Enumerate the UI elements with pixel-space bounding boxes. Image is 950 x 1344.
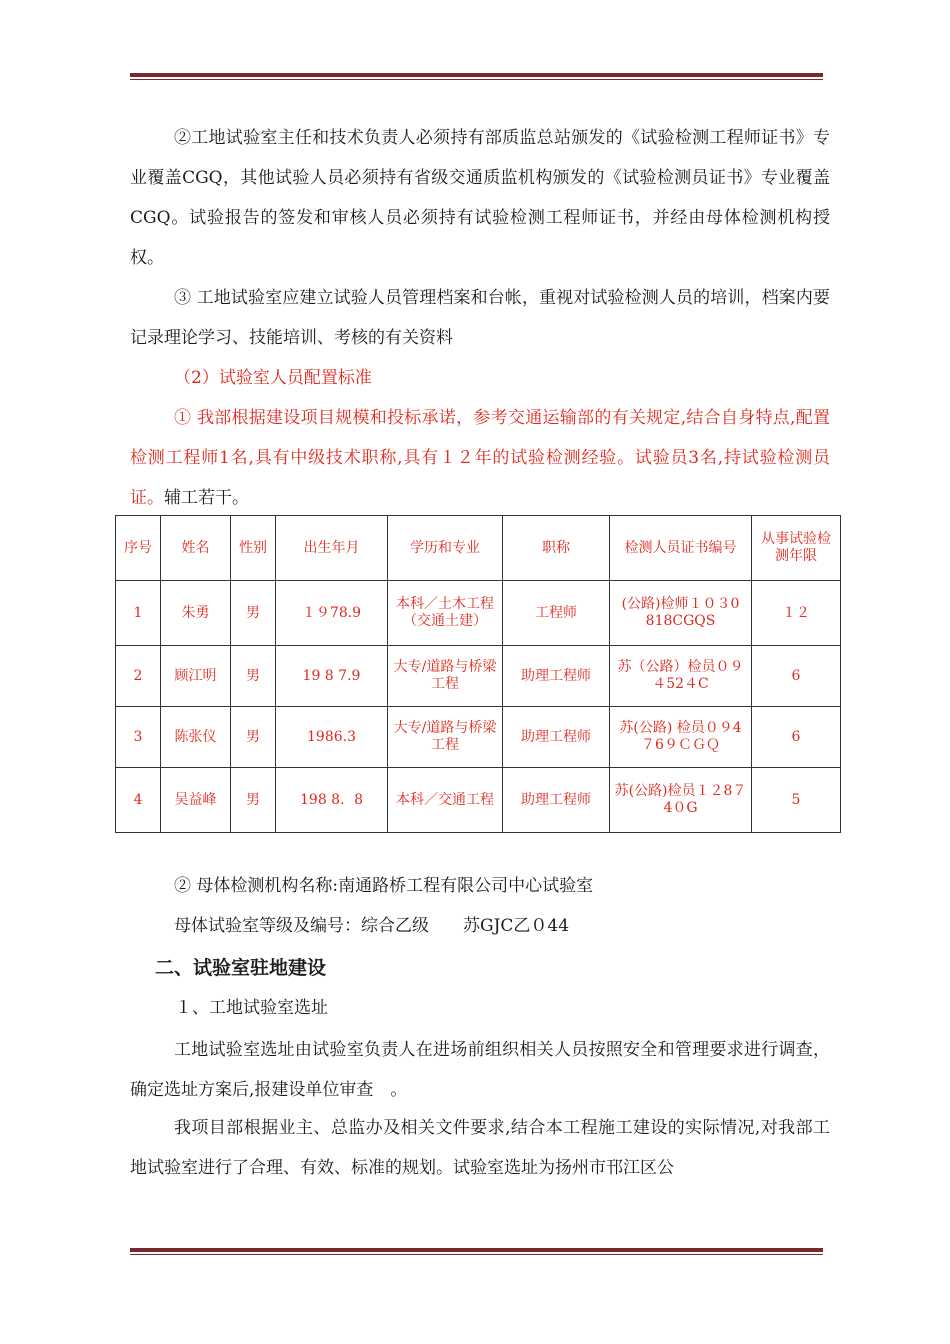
header-cell: 姓名 [161, 516, 231, 581]
header-cell: 检测人员证书编号 [610, 516, 752, 581]
table-cell: 助理工程师 [503, 707, 610, 768]
staffing-text-tail: 辅工若干。 [164, 488, 249, 508]
footer-rule [130, 1248, 823, 1255]
table-cell: 大专/道路与桥梁工程 [388, 646, 503, 707]
paragraph-staffing [130, 398, 830, 518]
table-row [116, 646, 841, 707]
table-cell: 本科／土木工程（交通土建） [388, 581, 503, 646]
header-cell: 职称 [503, 516, 610, 581]
table-cell: １９78.9 [276, 581, 388, 646]
table-cell: 工程师 [503, 581, 610, 646]
table-cell: 2 [116, 646, 161, 707]
paragraph-lab-grade: 母体试验室等级及编号：综合乙级 苏GJC乙０44 [174, 916, 570, 936]
paragraph-parent-institution: ② 母体检测机构名称:南通路桥工程有限公司中心试验室 [174, 876, 594, 896]
table-cell: 本科／交通工程 [388, 768, 503, 833]
table-cell: 6 [752, 646, 841, 707]
table-cell: 苏(公路) 检员０９4７6９ＣＧＱ [610, 707, 752, 768]
paragraph-certification: ②工地试验室主任和技术负责人必须持有部质监总站颁发的《试验检测工程师证书》专业覆盖CGQ，其他试验人员必须持有省级交通质监机构颁发的《试验检测员证书》专业覆盖CGQ。试验报告的签发和审核人员必须持有试验检测工程师证书，并经由母体检测机构授权。 [130, 128, 830, 268]
table-row [116, 707, 841, 768]
header-cell: 学历和专业 [388, 516, 503, 581]
table-row [116, 581, 841, 646]
table-cell: 陈张仪 [161, 707, 231, 768]
table-cell: 男 [231, 646, 276, 707]
paragraph-site-planning: 我项目部根据业主、总监办及相关文件要求,结合本工程施工建设的实际情况,对我部工地试验室进行了合理、有效、标准的规划。试验室选址为扬州市邗江区公 [130, 1118, 830, 1178]
table-cell: 大专/道路与桥梁工程 [388, 707, 503, 768]
table-cell: 5 [752, 768, 841, 833]
subsection-heading: １、工地试验室选址 [175, 998, 328, 1018]
table-cell: 朱勇 [161, 581, 231, 646]
paragraph-site-selection: 工地试验室选址由试验室负责人在进场前组织相关人员按照安全和管理要求进行调查，确定选址方案后,报建设单位审查 。 [130, 1040, 830, 1100]
table-cell: 男 [231, 768, 276, 833]
section-heading: 二、试验室驻地建设 [155, 957, 327, 979]
table-cell: 3 [116, 707, 161, 768]
table-cell: 男 [231, 707, 276, 768]
table-cell: 198 8．8 [276, 768, 388, 833]
table-cell: 男 [231, 581, 276, 646]
table-cell: 1 [116, 581, 161, 646]
header-cell: 序号 [116, 516, 161, 581]
table-cell: １２ [752, 581, 841, 646]
table-cell: 19 8 7.9 [276, 646, 388, 707]
header-cell: 从事试验检测年限 [752, 516, 841, 581]
table-cell: 苏(公路)检员１２8７4０G [610, 768, 752, 833]
table-cell: 助理工程师 [503, 646, 610, 707]
table-cell: 吴益峰 [161, 768, 231, 833]
table-header-row [116, 516, 841, 581]
table-cell: (公路)检师１０３0 818CGQS [610, 581, 752, 646]
table-cell: 1986.3 [276, 707, 388, 768]
header-rule [130, 73, 823, 80]
staff-table [115, 515, 841, 833]
table-row [116, 768, 841, 833]
section-title-staffing-standard: （2）试验室人员配置标准 [174, 368, 372, 388]
table-cell: 4 [116, 768, 161, 833]
paragraph-archives: ③ 工地试验室应建立试验人员管理档案和台帐，重视对试验检测人员的培训，档案内要记录理论学习、技能培训、考核的有关资料 [130, 288, 830, 348]
staffing-text: ① 我部根据建设项目规模和投标承诺，参考交通运输部的有关规定,结合自身特点,配置检测工程师1名,具有中级技术职称,具有１２年的试验检测经验。试验员3名,持试验检测员证。 [130, 408, 830, 508]
table-cell: 6 [752, 707, 841, 768]
table-cell: 苏（公路）检员０９４52４C [610, 646, 752, 707]
table-cell: 助理工程师 [503, 768, 610, 833]
header-cell: 出生年月 [276, 516, 388, 581]
table-cell: 顾江明 [161, 646, 231, 707]
header-cell: 性别 [231, 516, 276, 581]
